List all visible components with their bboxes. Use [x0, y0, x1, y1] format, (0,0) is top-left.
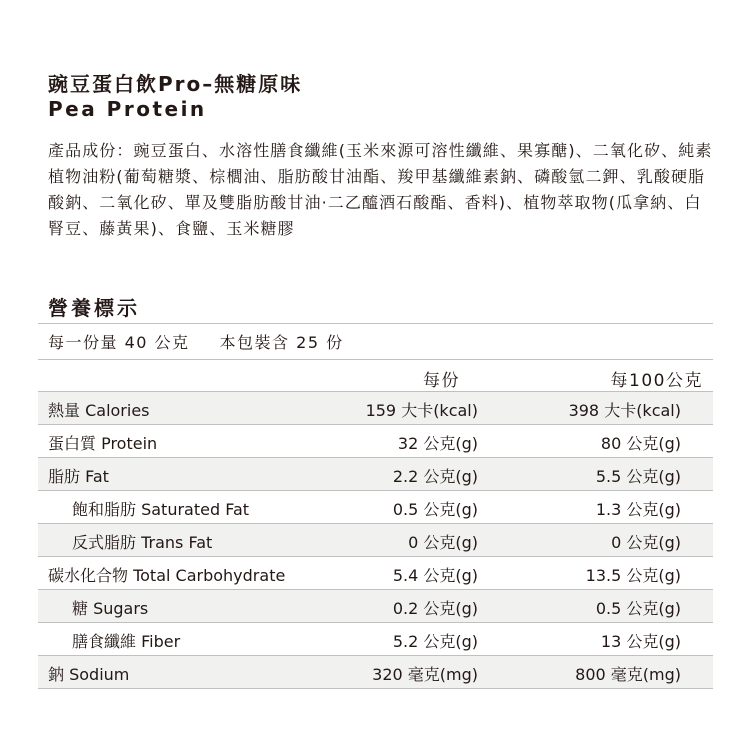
servings-per-pack: 本包裝含 25 份: [219, 333, 344, 352]
table-row-sugars: [38, 589, 713, 622]
value-per-serving: 32 公克(g): [397, 434, 478, 453]
value-per-100g: 1.3 公克(g): [595, 500, 681, 519]
row-label: 糖 Sugars: [72, 599, 149, 618]
table-row-saturated-fat: [38, 490, 713, 523]
divider: [38, 323, 713, 324]
value-per-serving: 0.2 公克(g): [392, 599, 478, 618]
value-per-100g: 13 公克(g): [600, 632, 681, 651]
value-per-100g: 398 大卡(kcal): [568, 401, 681, 420]
value-per-100g: 80 公克(g): [600, 434, 681, 453]
ingredients-text: 產品成份：豌豆蛋白、水溶性膳食纖維(玉米來源可溶性纖維、果寡醣)、二氧化矽、純素植物油粉(葡萄糖漿、棕櫚油、脂肪酸甘油酯、羧甲基纖維素鈉、磷酸氫二鉀、乳酸硬脂酸鈉、二氧化矽、單及雙脂肪酸甘油·二乙醯酒石酸酯、香料)、植物萃取物(瓜拿納、白腎豆、藤黃果)、食鹽、玉米糖膠: [48, 141, 713, 238]
value-per-100g: 5.5 公克(g): [595, 467, 681, 486]
value-per-100g: 13.5 公克(g): [585, 566, 681, 585]
row-label: 蛋白質 Protein: [48, 434, 158, 453]
nutrition-heading: 營養標示: [48, 296, 140, 320]
row-label: 鈉 Sodium: [48, 665, 130, 684]
table-row-protein: [38, 424, 713, 457]
table-row-fiber: [38, 622, 713, 655]
value-per-serving: 320 毫克(mg): [372, 665, 478, 684]
row-label: 熱量 Calories: [48, 401, 150, 420]
divider: [38, 359, 713, 360]
value-per-serving: 2.2 公克(g): [392, 467, 478, 486]
row-label: 膳食纖維 Fiber: [72, 632, 181, 651]
value-per-serving: 0 公克(g): [408, 533, 478, 552]
value-per-100g: 0.5 公克(g): [595, 599, 681, 618]
nutrition-table: [38, 391, 713, 689]
serving-size: 每一份量 40 公克: [48, 333, 190, 352]
row-label: 脂肪 Fat: [48, 467, 109, 486]
serving-info: [48, 330, 344, 353]
product-subtitle: Pea Protein: [48, 97, 207, 121]
table-row-sodium: [38, 655, 713, 689]
row-label: 碳水化合物 Total Carbohydrate: [48, 566, 286, 585]
row-label: 飽和脂肪 Saturated Fat: [72, 500, 250, 519]
product-title: 豌豆蛋白飲Pro–無糖原味: [48, 72, 303, 96]
value-per-serving: 0.5 公克(g): [392, 500, 478, 519]
column-header-per-100g: 每100公克: [610, 371, 703, 391]
table-row-calories: [38, 391, 713, 424]
value-per-serving: 5.4 公克(g): [392, 566, 478, 585]
value-per-100g: 0 公克(g): [611, 533, 681, 552]
value-per-100g: 800 毫克(mg): [575, 665, 681, 684]
value-per-serving: 5.2 公克(g): [392, 632, 478, 651]
row-label: 反式脂肪 Trans Fat: [72, 533, 213, 552]
table-row-carbohydrate: [38, 556, 713, 589]
table-row-trans-fat: [38, 523, 713, 556]
table-row-fat: [38, 457, 713, 490]
value-per-serving: 159 大卡(kcal): [365, 401, 478, 420]
column-header-per-serving: 每份: [423, 371, 460, 391]
